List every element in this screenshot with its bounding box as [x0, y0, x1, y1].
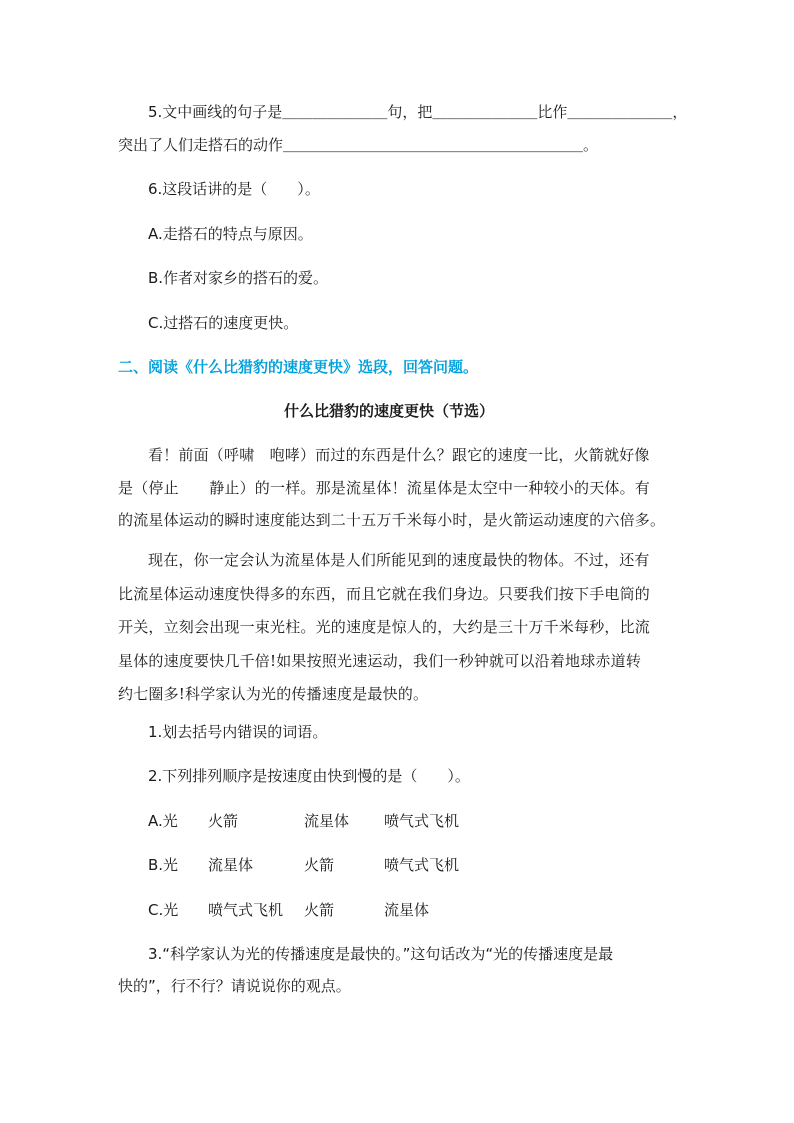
option-letter: A.光	[148, 812, 178, 830]
option-item: 流星体	[304, 812, 350, 830]
q5-line-2: 突出了人们走搭石的动作＿＿＿＿＿＿＿＿＿＿＿＿＿＿＿＿＿＿＿＿。	[118, 136, 599, 154]
question-3-line-2: 快的”，行不行？请说说你的观点。	[118, 977, 351, 995]
option-letter: C.光	[148, 901, 179, 919]
paragraph-1-line-3: 的流星体运动的瞬时速度能达到二十五万千米每小时，是火箭运动速度的六倍多。	[118, 511, 666, 529]
option-item: 喷气式飞机	[384, 812, 460, 830]
paragraph-2-line-2: 比流星体运动速度快得多的东西，而且它就在我们身边。只要我们按下手电筒的	[118, 585, 651, 603]
option-item: 火箭	[208, 812, 239, 830]
q6-option-a: A.走搭石的特点与原因。	[148, 225, 313, 243]
q5-line-1: 5.文中画线的句子是＿＿＿＿＿＿＿句，把＿＿＿＿＿＿＿比作＿＿＿＿＿＿＿，	[148, 103, 688, 121]
paragraph-2-line-5: 约七圈多!科学家认为光的传播速度是最快的。	[118, 685, 429, 703]
option-letter: B.光	[148, 856, 179, 874]
passage-title: 什么比猎豹的速度更快（节选）	[284, 402, 495, 420]
q6-option-b: B.作者对家乡的搭石的爱。	[148, 269, 329, 287]
q6-option-c: C.过搭石的速度更快。	[148, 314, 299, 332]
option-item: 喷气式飞机	[208, 901, 284, 919]
question-3-line-1: 3.“科学家认为光的传播速度是最快的。”这句话改为“光的传播速度是最	[148, 945, 614, 963]
paragraph-2-line-4: 星体的速度要快几千倍!如果按照光速运动，我们一秒钟就可以沿着地球赤道转	[118, 652, 642, 670]
option-item: 火箭	[304, 856, 335, 874]
paragraph-2-line-1: 现在，你一定会认为流星体是人们所能见到的速度最快的物体。不过，还有	[148, 551, 650, 569]
question-2-option-c	[148, 900, 178, 920]
question-2-option-a	[148, 811, 178, 831]
option-item: 流星体	[208, 856, 254, 874]
question-2-option-b	[148, 855, 178, 875]
question-2-stem: 2.下列排列顺序是按速度由快到慢的是（ ）。	[148, 767, 470, 785]
option-item: 喷气式飞机	[384, 856, 460, 874]
paragraph-1-line-1: 看！前面（呼啸 咆哮）而过的东西是什么？跟它的速度一比，火箭就好像	[148, 446, 650, 464]
paragraph-1-line-2: 是（停止 静止）的一样。那是流星体！流星体是太空中一种较小的天体。有	[118, 479, 651, 497]
option-item: 流星体	[384, 901, 430, 919]
question-1: 1.划去括号内错误的词语。	[148, 723, 328, 741]
paragraph-2-line-3: 开关，立刻会出现一束光柱。光的速度是惊人的，大约是三十万千米每秒，比流	[118, 618, 651, 636]
section-2-heading: 二、阅读《什么比猎豹的速度更快》选段，回答问题。	[118, 358, 479, 376]
q6-stem: 6.这段话讲的是（ ）。	[148, 180, 320, 198]
option-item: 火箭	[304, 901, 335, 919]
